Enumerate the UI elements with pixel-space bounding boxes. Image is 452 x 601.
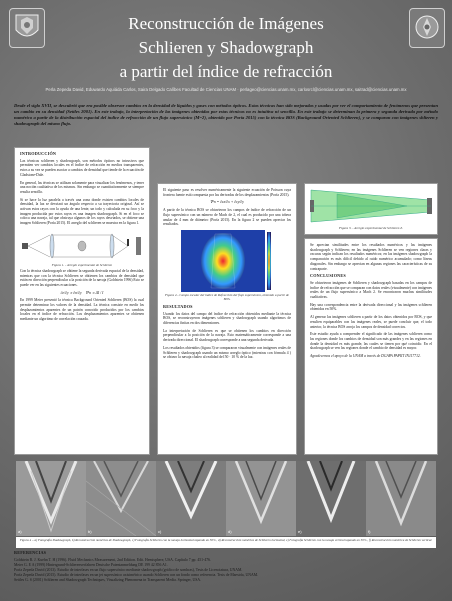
intro-paragraph-4: Con la técnica shadowgraph se obtiene la segunda derivada espacial de la densidad, mientras que con la técnica Schlieren se obtienen los cambios de densidad que están en dirección perpendicular a la posición de la navaja (Goldstein 1996) Esto se puede ver en las siguientes ecuaciones. [20, 268, 144, 287]
figure-2-caption: Figura 2.- Campo escalar del índice de Refracción del flujo supersónico, obtenido a partir de BOS. [165, 292, 289, 301]
poisson-equation: ∇²n = ∂εx/∂x + ∂εy/∂y [210, 200, 244, 205]
intro-paragraph-5: En 1999 Meier presentó la técnica Background Oriented Schlieren (BOS) la cual permite determinar los valores de la densidad. La técnica consiste en medir los desplazamientos aparentes de un patrón conocido producidos por los cambios locales en el índice de refracción. Los desplazamientos aparentes se obtienen mediante un algoritmo de correlación cruzada. [20, 298, 144, 322]
equation-2: ∇²n ∝ ΔI / I [85, 290, 104, 295]
figure-3-caption: Figura 3. - Arreglo experimental de Schlieren Z. [339, 226, 403, 230]
conclusions-heading: CONCLUSIONES [310, 273, 346, 279]
references-section [14, 551, 438, 582]
title-line-3: a partir del índice de refracción [119, 62, 333, 81]
results-heading: RESULTADOS [163, 303, 193, 309]
subfigure-c-label: c) [158, 529, 162, 534]
colorbar [267, 232, 271, 290]
figure-1-caption: Figura 1. - Arreglo experimental de Schlieren [51, 262, 113, 267]
unam-logo [9, 8, 45, 48]
subfigure-e [296, 461, 366, 536]
schlieren-setup-diagram [20, 229, 144, 263]
subfigure-d [226, 461, 296, 536]
results-paragraph-3: Los resultados obtenidos (figura 3) se compararon visualmente con imágenes reales de Schlieren y shadowgraph usando un mismo arreglo óptico (mientras con fórmula 4 ) se obtuvo la navaja chaleo al realidad del 50 · 10 % de la luz. [163, 345, 291, 360]
intro-paragraph-1: Las técnicas schlieren y shadowgraph, son métodos ópticos no intrusivos que permiten ver cambios locales en el índice de refracción en medios transparentes, estos a su vez se pueden asociar a cambios de densidad que tiende de la ecuación de Gladstone-Dale. [20, 158, 144, 177]
subfigure-f [366, 461, 436, 536]
figure-4-image-strip [16, 461, 436, 536]
schlieren-vertical-reconstruction [366, 461, 436, 536]
equation-1: ∂ε/∂y ∝ ∂n/∂y [60, 290, 82, 295]
method-paragraph-1: El siguiente paso es resolver numéricamente la siguiente ecuación de Poisson cuya frontera fuente está compuesta por las derivadas de los desplazamientos (Poría 2015). [163, 188, 291, 197]
references-heading: REFERENCIAS [14, 550, 47, 555]
subfigure-b [86, 461, 156, 536]
schlieren-vertical-photo [296, 461, 366, 536]
results-paragraph-1: Usando los datos del campo del índice de refracción obtenidos mediante la técnica BOS, se reconstruyeron imágenes schlieren y shadowgraph usando algoritmos de diferencias finitas en dos dimensiones. [163, 311, 291, 326]
conclusions-paragraph-1: Se obtuvieron imágenes de Schlieren y shadowgraph basadas en los campos de índice de refracción que se comparan con datos reales (visualmente) con imágenes reales de un flujo supersónico a Mach 2. Se encontraron muchas similitudes cualitativas. [310, 280, 432, 300]
shadowgraph-photo [16, 461, 86, 536]
ciencias-logo [409, 8, 445, 48]
title-line-2: Schlieren y Shadowgraph [138, 38, 314, 57]
conclusions-paragraph-2: Hay una correspondencia entre la derivada direccional y las imágenes schlieren obtenidas en 50%. [310, 302, 432, 312]
subfigure-a-label: a) [18, 529, 22, 534]
authors-line: Perla Zepeda David, Eduwardo Aquiáda Carlos, Saira Delgado Calíbes Facultad de Ciencias UNAM · perlageo@ciencias.unam.mx, carlosrcl@ciencias.unam.mx, saitrad@ciencias.unam.mx [45, 87, 407, 92]
shadowgraph-reconstruction [86, 461, 156, 536]
intro-heading: INTRODUCCIÓN [20, 151, 57, 156]
discussion-paragraph: Se aprecian similitudes entre los resultados numéricos y las imágenes shadowgraph y Schlieren; en las imágenes Schlieren se ven regiones claras y oscuras según indican los resultados numéricos; en las imágenes shadowgraph la comparación es más difícil debido al ruido numérico acumulado; como líneas diagonales. Sin embargo se aprecian en algunas regiones las características de su contraparte. [310, 243, 432, 271]
results-paragraph-2: La interpretación de Schlieren es que se obtienen los cambios en dirección perpendicular a la posición de la navaja. Esto matemáticamente corresponde a una derivada direccional. El shadowgraph corresponde a una segunda derivada. [163, 328, 291, 343]
reference-item: Poría Zepeda David (2013). Estudio de interfases en un flujo supersónico mediante shadowgraph (gráfico de sombras), Tesis de Licenciatura, UNAM. [14, 567, 243, 572]
subfigure-b-label: b) [88, 529, 92, 534]
acknowledgement: Agradecemos el apoyo de la UNAM a través de DGAPA PAPIIT IN117712. [310, 354, 421, 359]
conclusions-paragraph-4: Este estudio ayuda a comprender el significado de las imágenes schlieren como las regiones donde los cambios de densidad son más grandes y en las regiones en donde la densidad es más grande, las cuales se tienen por qué coincidir. En el shadowgraph se ven las regiones donde el cambio de densidad es mayor. [310, 332, 432, 351]
reference-item: Goldstein R. J. Kuehn T. H (1996). Fluid Mechanics Measurement, 2nd Edition. Edit. Hemisphere, USA. Capítulo 7 pp. 451-476. [14, 557, 211, 562]
title-line-1: Reconstrucción de Imágenes [128, 14, 324, 33]
method-paragraph-2: A partir de la técnica BOS se obtuvieron los campos de índice de refracción de un flujo supersónico con un número de Mach de 2, el cual es producido por una tobera anular de 4 mm de diámetro (Poría 2015). En la figura 2 se pueden apreciar los resultados. [163, 208, 291, 227]
reference-item: Settles G. S (2001) Schlieren and Shadowgraph Techniques, Visualizing Phenomena in Transparent Media. Springer, USA. [14, 577, 202, 582]
figure-3-panel [304, 183, 438, 235]
intro-paragraph-3: Si se hace la luz paralela a través una zona donde existen cambios locales de densidad, la luz se desviará un ángulo respecto a su trayectoria original. Así se activan estos rayos con la ayuda de una lente, un todo y calculada en su foco y la imagen producida por estos rayos es una imagen shadowgraph. Si en el foco se coloca una navaja, tal que obstruya algunos de los rayos desviados, se obtiene una imagen Schlieren (Poría 2015). El arreglo del schlieren se muestra en la figura 1. [20, 197, 144, 226]
subfigure-d-label: d) [228, 529, 232, 534]
faculty-emblem-icon [413, 12, 441, 44]
subfigure-a [16, 461, 86, 536]
figure-4-caption: Figura 4 .- a) Fotografía Shadowgraph, b) Reconstrucción numérica de Shadowgraph, c) Fotografía Schlieren con la navaja horizontal tapando un 50% , d) Reconstrucción numérica de Schlieren horizontal, e) Fotografía Schlieren con la navaja vertical tapando un 50% , f) Reconstrucción numérica de Schlieren vertical. [16, 537, 436, 548]
refractive-index-field-plot [181, 230, 273, 292]
conclusions-paragraph-3: Al generar las imágenes schlieren a partir de los datos obtenidos por BOS, y que resulten equiparables con las imágenes reales, se puede concluir que, el todo anterior, la técnica BOS arroja los campos de densidad correctos. [310, 315, 432, 329]
reference-item: Meier G. E A (1999) Hintergrund-Schlierenverfahren Deutsche Patentanmeldung DE 199 42 856 A1. [14, 562, 168, 567]
schlieren-horizontal-reconstruction [226, 461, 296, 536]
intro-paragraph-2: En general, las técnicas se utilizan solamente para visualizar los fenómenos, y tener una noción cualitativa de los mismos. Sin embargo se cuantitativamente se siempre resulta sencillo. [20, 180, 144, 194]
conclusions-panel [304, 238, 438, 455]
schlieren-setup-z-diagram [307, 186, 435, 226]
equations-block [20, 291, 144, 296]
unam-shield-icon [13, 12, 41, 44]
intro-panel [14, 147, 150, 455]
subfigure-c [156, 461, 226, 536]
abstract: Desde el siglo XVII, se descubrió que era posible observar cambios en la densidad de líquidos y gases con métodos ópticos. Estas técnicas han sido mejoradas y usadas por ver el comportamiento de fenómenos que presentan un cambio en su densidad (Settles 2001). En este trabajo, la interpretación de las imágenes obtenidas por estas técnicas no es intuitiva ni sencilla. En este trabajo se determinan la primera y segunda derivada por método numérico a partir de la distribución espacial del índice de refracción de un flujo supersónico (M=2), obtenido por Poría 2015) con la técnica BOS (Background Oriented Schlieren), y se comparan con imágenes shlieren y shadowgraph del mismo flujo. [14, 103, 438, 126]
subfigure-e-label: e) [298, 529, 302, 534]
schlieren-horizontal-photo [156, 461, 226, 536]
subfigure-f-label: f) [368, 529, 371, 534]
reference-item: Poría Zepeda David (2015). Estudio de interfases en un jet supersónico axisimétrico usando Schlieren con un fondo como referencia. Tesis de Maestría, UNAM. [14, 572, 259, 577]
method-panel [157, 183, 297, 455]
